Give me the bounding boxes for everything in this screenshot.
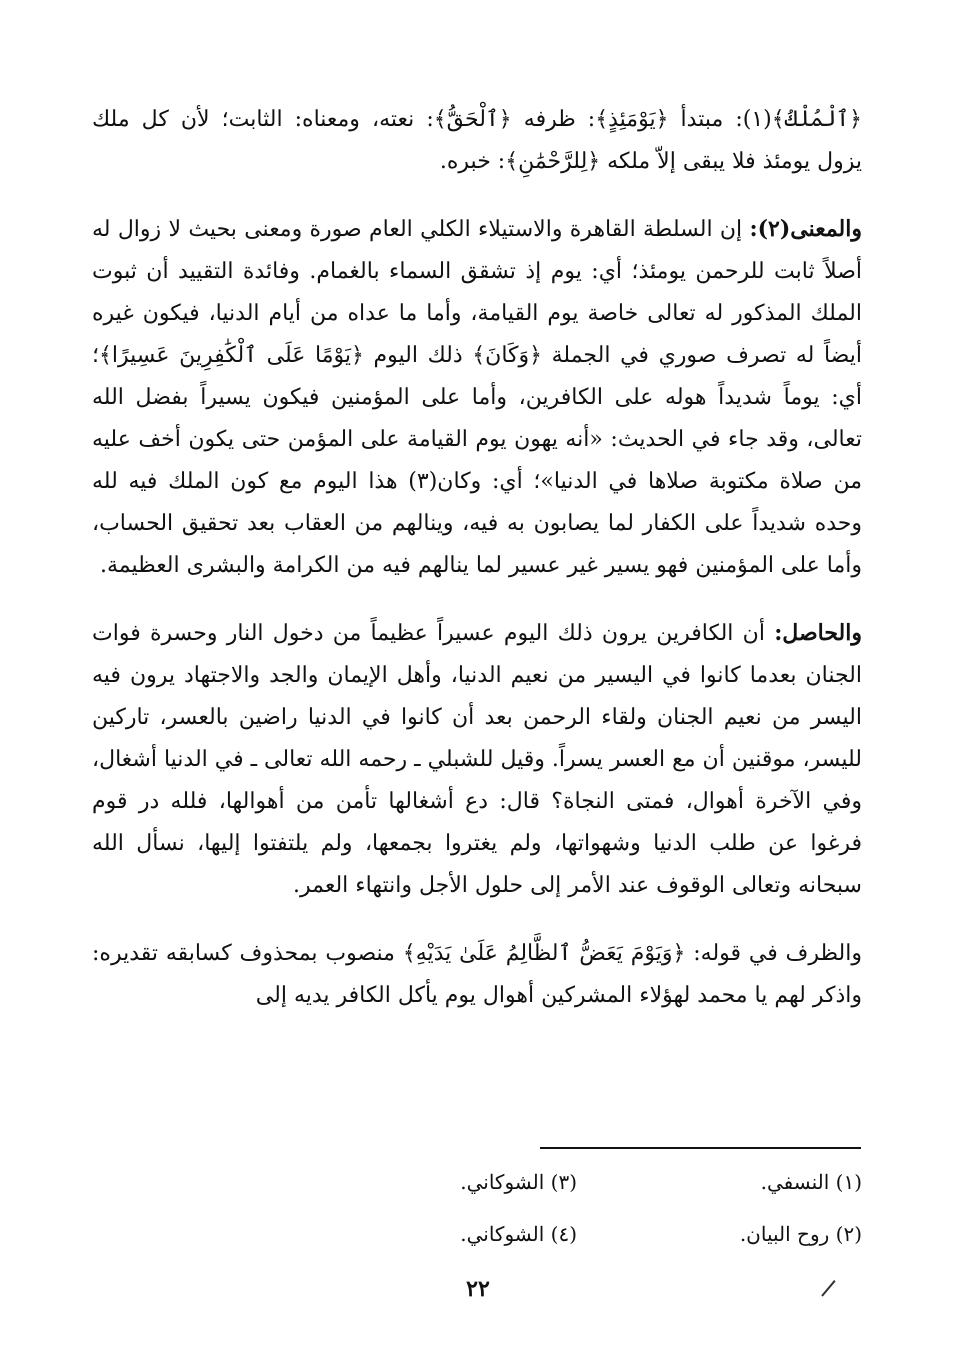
footnote-3: (٣) الشوكاني.: [460, 1170, 577, 1194]
footnote-divider: [540, 1147, 861, 1149]
paragraph-3: [92, 612, 862, 907]
paragraph-lead: والمعنى(٢):: [749, 216, 862, 242]
footnotes: [292, 1165, 862, 1269]
paragraph-2: [92, 208, 862, 587]
footnote-1: (١) النسفي.: [760, 1170, 862, 1194]
page-number: ٢٢: [466, 1276, 490, 1302]
main-text: [92, 98, 862, 1042]
paragraph-1: [92, 98, 862, 183]
pen-mark: [821, 1280, 835, 1297]
footnote-row: [292, 1165, 862, 1199]
footnote-row: [292, 1217, 862, 1251]
footnote-2: (٢) روح البيان.: [739, 1222, 862, 1246]
paragraph-text: أن الكافرين يرون ذلك اليوم عسيراً عظيماً من دخول النار وحسرة فوات الجنان بعدما كانوا في اليسير من نعيم الدنيا، وأهل الإيمان والجد والاجتهاد يرون فيه اليسر من نعيم الجنان ولقاء الرحمن بعد أن كانوا في الدنيا راضين بالعسر، تاركين لليسر، موقنين أن مع العسر يسراً. وقيل للشبلي ـ رحمه الله تعالى ـ في الدنيا أشغال، وفي الآخرة أهوال، فمتى النجاة؟ قال: دع أشغالها تأمن من أهوالها، فلله در قوم فرغوا عن طلب الدنيا وشهواتها، ولم يغتروا بجمعها، ولم يلتفتوا إليها، نسأل الله سبحانه وتعالى الوقوف عند الأمر إلى حلول الأجل وانتهاء العمر.: [92, 621, 862, 898]
paragraph-4: [92, 932, 862, 1017]
paragraph-text: والظرف في قوله: ﴿وَيَوْمَ يَعَضُّ ٱلظَّالِمُ عَلَىٰ يَدَيْهِ﴾ منصوب بمحذوف كسابقه تقديره: واذكر لهم يا محمد لهؤلاء المشركين أهوال يوم يأكل الكافر يديه إلى: [92, 941, 862, 1008]
footnote-4: (٤) الشوكاني.: [460, 1222, 577, 1246]
paragraph-text: إن السلطة القاهرة والاستيلاء الكلي العام صورة ومعنى بحيث لا زوال له أصلاً ثابت للرحمن يومئذ؛ أي: يوم إذ تشقق السماء بالغمام. وفائدة التقييد أن ثبوت الملك المذكور له تعالى خاصة يوم القيامة، وأما ما عداه من أيام الدنيا، فيكون غيره أيضاً له تصرف صوري في الجملة ﴿وَكَانَ﴾ ذلك اليوم ﴿يَوْمًا عَلَى ٱلْكَٰفِرِينَ عَسِيرًا﴾؛ أي: يوماً شديداً هوله على الكافرين، وأما على المؤمنين فيكون يسيراً بفضل الله تعالى، وقد جاء في الحديث: «أنه يهون يوم القيامة على المؤمن حتى يكون أخف عليه من صلاة مكتوبة صلاها في الدنيا»؛ أي: وكان(٣) هذا اليوم مع كون الملك فيه لله وحده شديداً على الكفار لما يصابون به فيه، وينالهم من العقاب بعد تحقيق الحساب، وأما على المؤمنين فهو يسير غير عسير لما ينالهم فيه من الكرامة والبشرى العظيمة.: [92, 217, 862, 578]
paragraph-text: ﴿ٱلْمُلْكُ﴾(١): مبتدأ ﴿يَوْمَئِذٍ﴾: ظرفه ﴿ٱلْحَقُّ﴾: نعته، ومعناه: الثابت؛ لأن كل ملك يزول يومئذ فلا يبقى إلاّ ملكه ﴿لِلرَّحْمَٰنِ﴾: خبره.: [92, 107, 862, 174]
paragraph-lead: والحاصل:: [774, 620, 862, 646]
